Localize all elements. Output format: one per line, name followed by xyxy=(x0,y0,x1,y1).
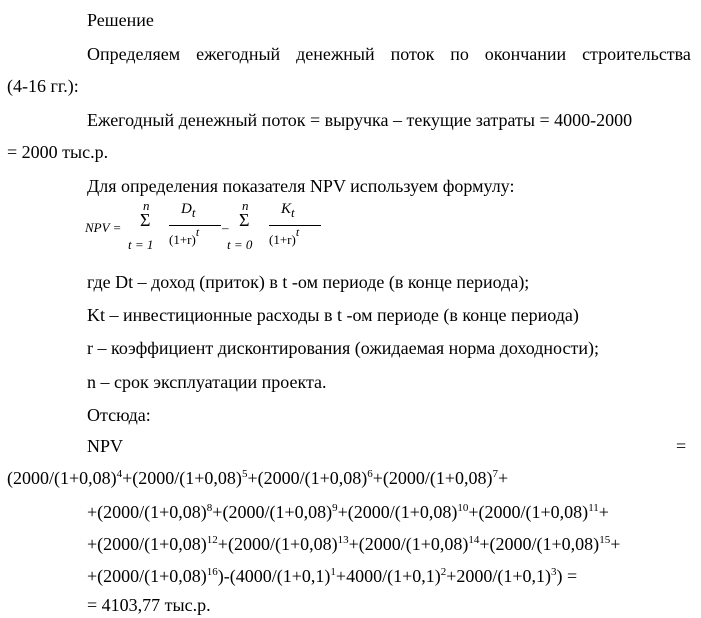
para-annual-line2: = 2000 тыс.р. xyxy=(7,142,109,162)
para-cashflow-line2: (4-16 гг.): xyxy=(7,76,79,96)
formula-lower2: t = 0 xyxy=(227,237,253,252)
formula-num1: $D_t$ xyxy=(181,201,196,220)
formula-upper1: n xyxy=(143,198,150,213)
equation-line-4: $+(2000/(1+0,08)^{16})-(4000/(1+0,1)^1+4000/(1+0,1)^2+2000/(1+0,1)^3)$ = xyxy=(87,566,578,586)
npv-formula xyxy=(85,197,325,259)
heading: Решение xyxy=(87,10,154,30)
fraction-bar-2 xyxy=(269,225,321,226)
npv-result: = 4103,77 тыс.р. xyxy=(87,595,211,615)
formula-den1: $(1+r)^t$ xyxy=(169,225,200,247)
equation-line-3: $+(2000/(1+0,08)^{12}+(2000/(1+0,08)^{13}+(2000/(1+0,08)^{14}+(2000/(1+0,08)^{15}+$ xyxy=(87,534,621,554)
para-cashflow-text xyxy=(87,43,691,65)
def-kt: Kt – инвестиционные расходы в t -ом периоде (в конце периода) xyxy=(87,305,579,325)
def-n: n – срок эксплуатации проекта. xyxy=(87,372,327,392)
formula-num2: $K_t$ xyxy=(281,201,295,220)
formula-sigma1: Σ xyxy=(140,210,151,230)
equation-line-2: $+(2000/(1+0,08)^8+(2000/(1+0,08)^9+(2000/(1+0,08)^{10}+(2000/(1+0,08)^{11}+$ xyxy=(87,502,609,522)
formula-lower1: t = 1 xyxy=(128,237,154,252)
hence-label: Отсюда: xyxy=(87,405,151,425)
cashflow-word: по xyxy=(450,44,469,64)
cashflow-word: Определяем xyxy=(87,44,181,64)
para-annual-line1: Ежегодный денежный поток = выручка – текущие затраты = 4000-2000 xyxy=(87,110,633,130)
cashflow-word: ежегодный xyxy=(196,44,281,64)
formula-minus: – xyxy=(222,220,229,235)
def-r: r – коэффициент дисконтирования (ожидаемая норма доходности); xyxy=(87,338,599,358)
formula-lhs: NPV = xyxy=(85,220,122,235)
formula-sigma2: Σ xyxy=(239,210,250,230)
cashflow-word: поток xyxy=(390,44,435,64)
equation-line-1: ($2000/(1+0,08)^4+(2000/(1+0,08)^5+(2000/(1+0,08)^6+(2000/(1+0,08)^7+$ xyxy=(7,468,509,488)
formula-den2: $(1+r)^t$ xyxy=(269,225,300,247)
cashflow-word: строительства xyxy=(582,44,691,64)
npv-equals: = xyxy=(676,436,687,456)
fraction-bar-1 xyxy=(169,225,221,226)
cashflow-word: окончании xyxy=(484,44,567,64)
npv-label: NPV xyxy=(87,436,124,456)
cashflow-word: денежный xyxy=(296,44,375,64)
para-cashflow-line1 xyxy=(87,43,691,65)
formula-upper2: n xyxy=(242,198,249,213)
para-npv-intro: Для определения показателя NPV используем формулу: xyxy=(87,176,515,196)
def-dt: где Dt – доход (приток) в t -ом периоде (в конце периода); xyxy=(87,272,530,292)
